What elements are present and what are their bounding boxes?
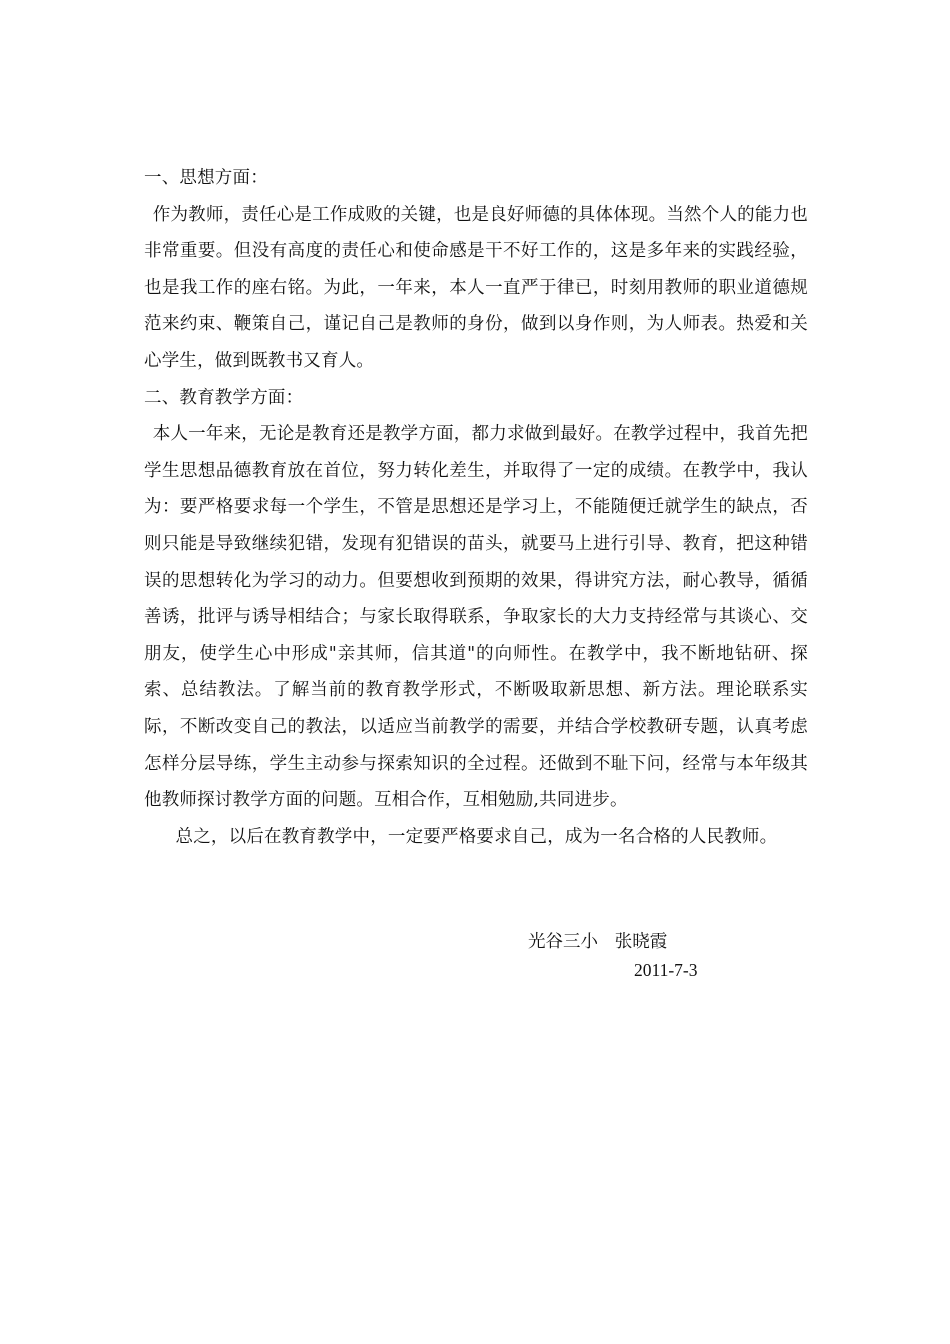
section-heading-thought: 一、思想方面：	[144, 168, 268, 188]
document-body	[144, 160, 808, 855]
section-paragraph-thought: 作为教师，责任心是工作成败的关键，也是良好师德的具体体现。当然个人的能力也非常重要。但没有高度的责任心和使命感是干不好工作的，这是多年来的实践经验，也是我工作的座右铭。为此，一年来，本人一直严于律已，时刻用教师的职业道德规范来约束、鞭策自己，谨记自己是教师的身份，做到以身作则，为人师表。热爱和关心学生，做到既教书又育人。	[144, 204, 808, 371]
closing-paragraph: 总之，以后在教育教学中，一定要严格要求自己，成为一名合格的人民教师。	[175, 826, 778, 847]
section-paragraph-teaching: 本人一年来，无论是教育还是教学方面，都力求做到最好。在教学过程中，我首先把学生思想品德教育放在首位，努力转化差生，并取得了一定的成绩。在教学中，我认为：要严格要求每一个学生，不管是思想还是学习上，不能随便迁就学生的缺点，否则只能是导致继续犯错，发现有犯错误的苗头，就要马上进行引导、教育，把这种错误的思想转化为学习的动力。但要想收到预期的效果，得讲究方法，耐心教导，循循善诱，批评与诱导相结合；与家长取得联系，争取家长的大力支持经常与其谈心、交朋友，使学生心中形成"亲其师，信其道"的向师性。在教学中，我不断地钻研、探索、总结教法。了解当前的教育教学形式，不断吸取新思想、新方法。理论联系实际，不断改变自己的教法，以适应当前教学的需要，并结合学校教研专题，认真考虑怎样分层导练，学生主动参与探索知识的全过程。还做到不耻下问，经常与本年级其他教师探讨教学方面的问题。互相合作，互相勉励,共同进步。	[144, 424, 808, 811]
document-date: 2011-7-3	[634, 960, 698, 980]
signature-line: 光谷三小 张晓霞	[528, 932, 668, 952]
section-heading-teaching: 二、教育教学方面：	[144, 387, 304, 408]
